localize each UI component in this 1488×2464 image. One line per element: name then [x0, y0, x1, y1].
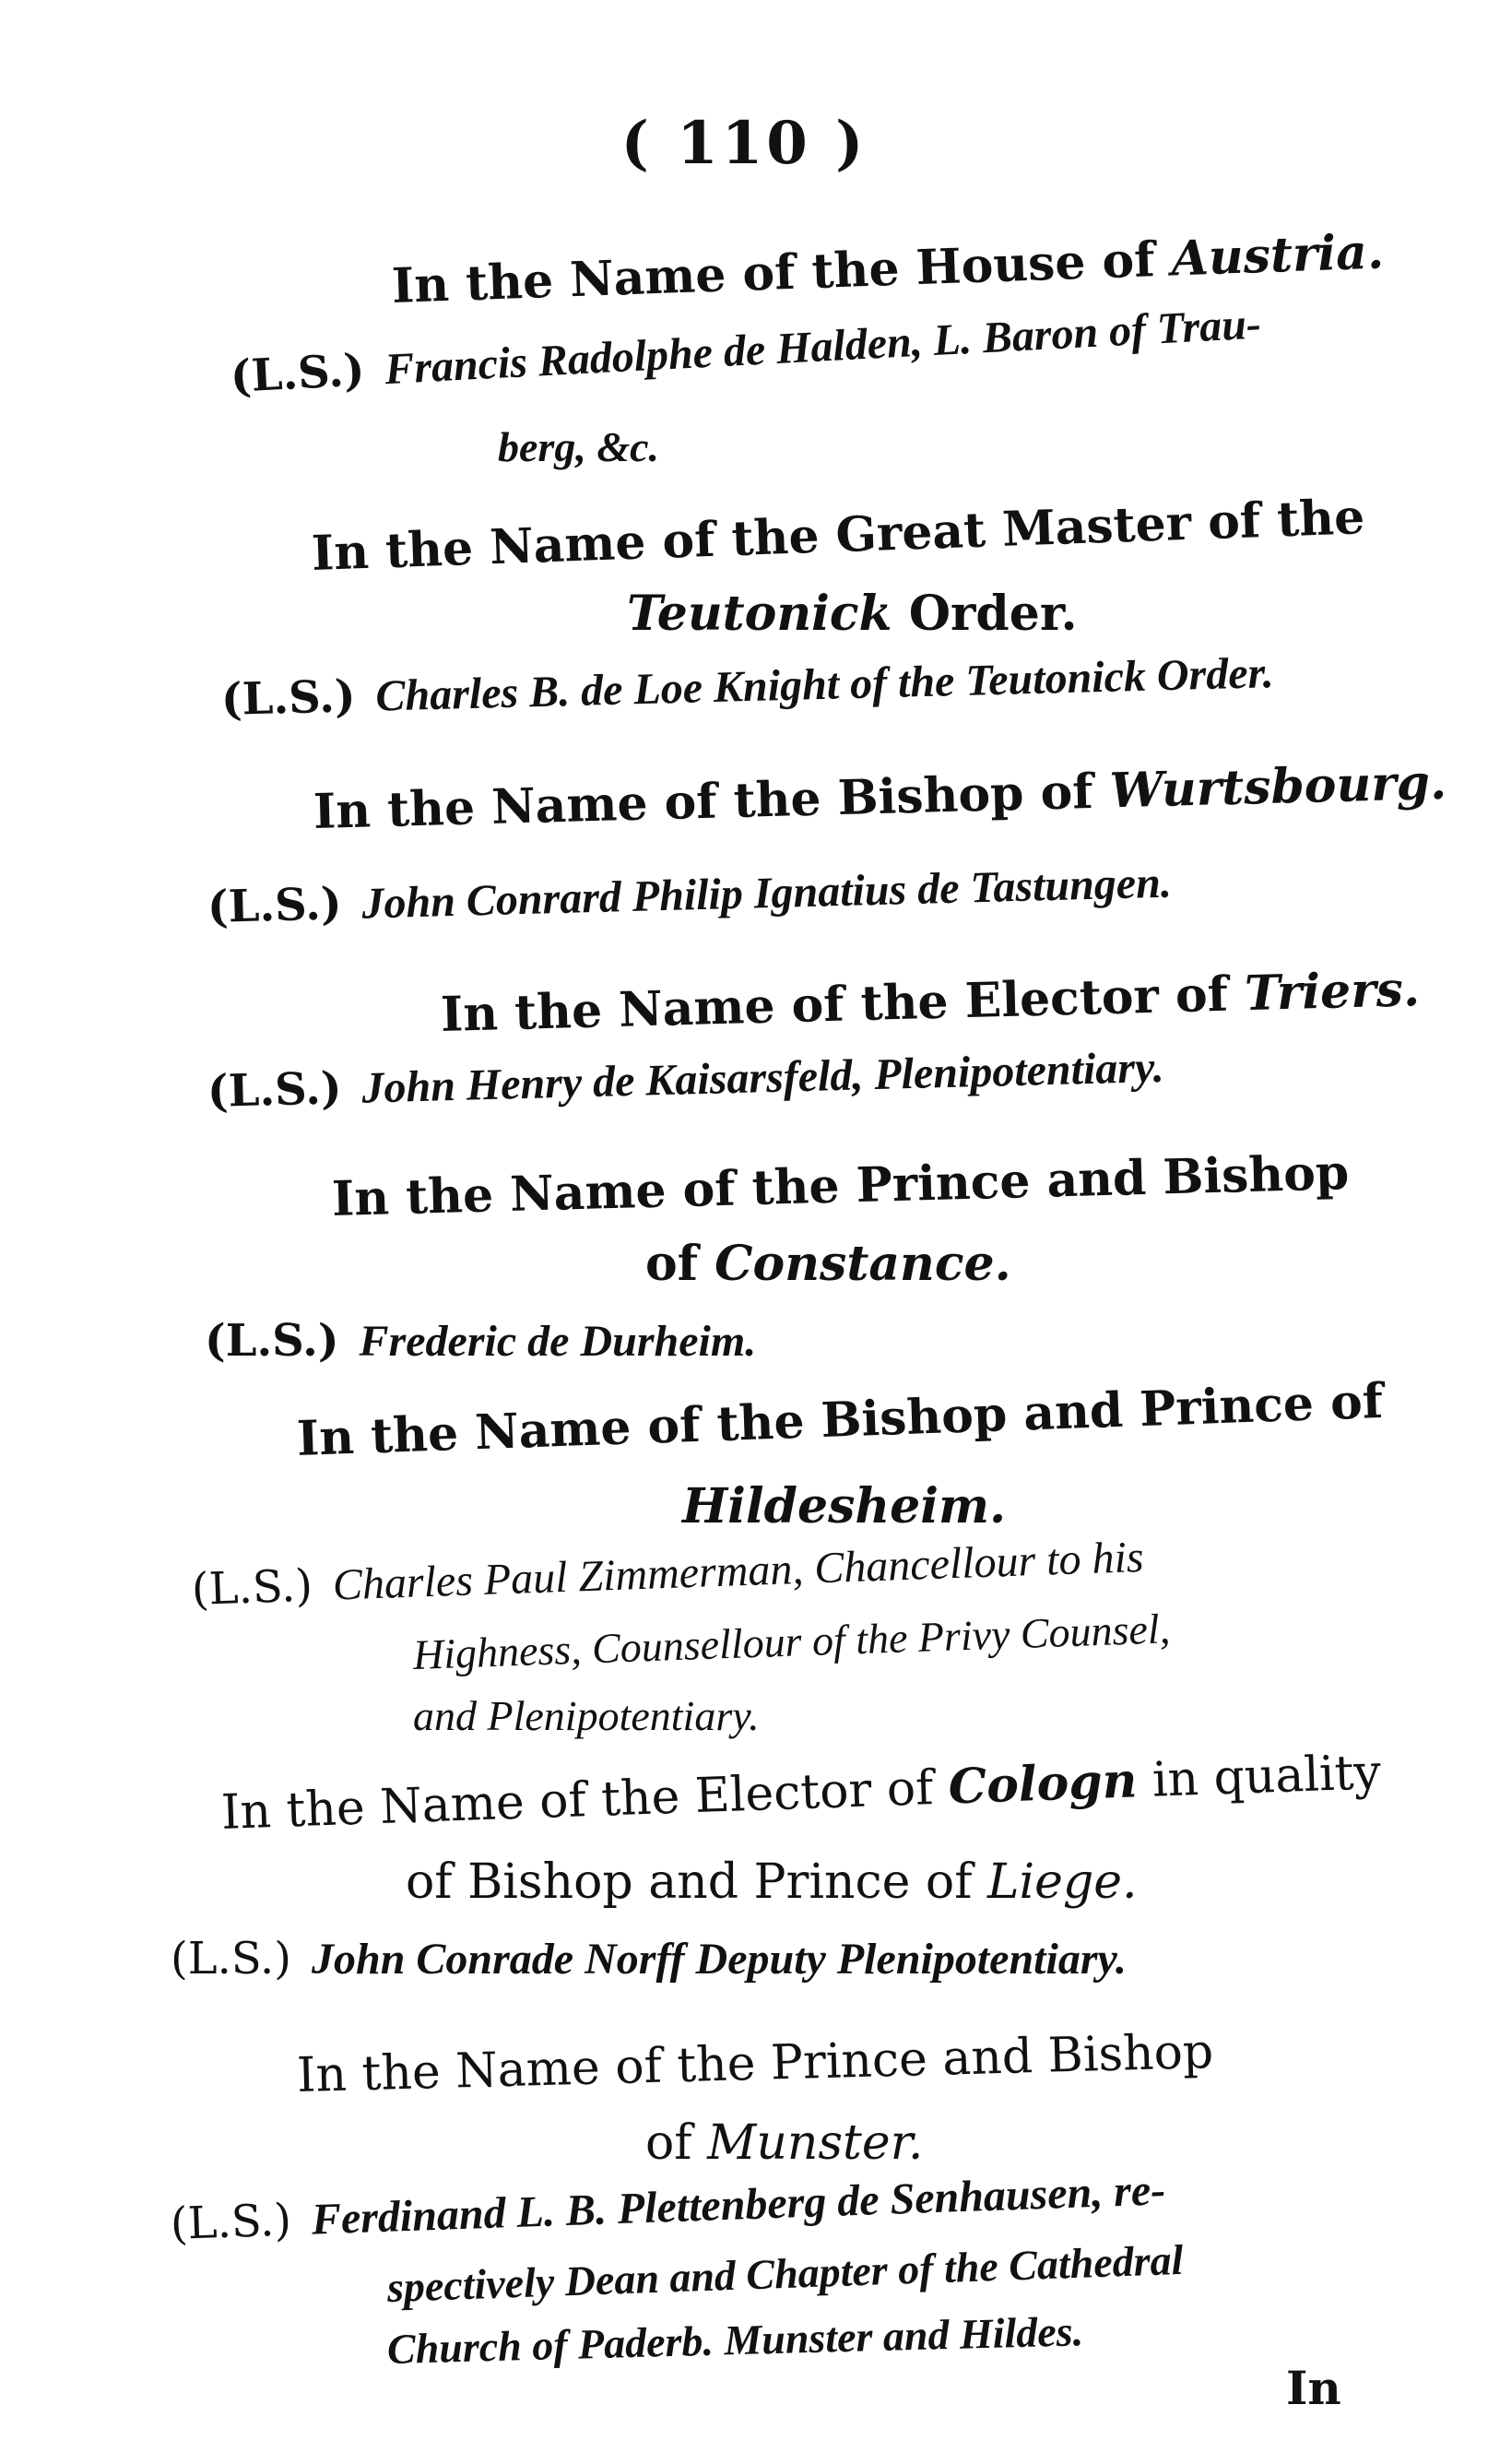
seal-mark: (L.S.)	[229, 344, 366, 403]
signer-name: Francis Radolphe de Halden, L. Baron of Trau-	[383, 299, 1263, 395]
seal-mark: (L.S.)	[220, 670, 357, 726]
signer-continuation: berg, &c.	[498, 423, 660, 470]
heading-munster	[296, 2023, 1214, 2103]
signer-continuation: Highness, Counsellour of the Privy Counsel,	[412, 1605, 1171, 1678]
heading-cologn-line2	[406, 1854, 1138, 1910]
heading-triers	[440, 961, 1421, 1043]
heading-text: of Bishop and Prince of	[406, 1854, 973, 1910]
signer-name: John Conrard Philip Ignatius de Tastungen.	[360, 858, 1173, 929]
seal-mark: (L.S.)	[170, 2194, 292, 2250]
heading-text: In the Name of the Prince and Bishop	[296, 2023, 1214, 2103]
heading-constance-line2	[645, 1236, 1011, 1292]
heading-text: In the Name of the Elector of	[440, 965, 1229, 1043]
signer-name: Charles B. de Loe Knight of the Teutonick Order.	[374, 648, 1275, 721]
heading-text-tail: in quality	[1151, 1745, 1382, 1808]
signer-name: John Henry de Kaisarsfeld, Plenipotentiary.	[360, 1042, 1165, 1113]
heading-place: Constance.	[714, 1236, 1011, 1292]
heading-text: In the Name of the Bishop of	[313, 763, 1094, 840]
heading-teutonick	[310, 489, 1366, 582]
heading-cologn	[219, 1745, 1382, 1841]
heading-place: Triers.	[1244, 961, 1421, 1023]
heading-wurtsbourg	[313, 753, 1447, 840]
heading-place: Cologn	[947, 1752, 1139, 1816]
heading-place: Munster.	[707, 2115, 924, 2171]
heading-constance	[331, 1144, 1350, 1227]
heading-munster-line2	[645, 2115, 924, 2171]
signer-name: Charles Paul Zimmerman, Chancellour to his	[331, 1532, 1145, 1610]
signature-line-cologn	[171, 1933, 1128, 1984]
signature-line-wurtsbourg	[207, 858, 1173, 933]
signature-line-triers	[207, 1042, 1165, 1118]
signer-continuation: and Plenipotentiary.	[413, 1692, 760, 1739]
heading-place: Austria.	[1170, 223, 1385, 288]
heading-place: Wurtsbourg.	[1108, 753, 1447, 820]
seal-mark: (L.S.)	[207, 1062, 343, 1118]
signer-name: Ferdinand L. B. Plettenberg de Senhausen, re-	[310, 2165, 1167, 2245]
heading-text: In the Name of the Bishop and Prince of	[295, 1372, 1385, 1467]
heading-hildesheim	[295, 1372, 1385, 1467]
seal-mark: (L.S.)	[207, 878, 343, 933]
heading-place: Teutonick	[627, 586, 892, 642]
seal-mark: (L.S.)	[191, 1559, 313, 1616]
signature-line-austria	[229, 299, 1263, 403]
heading-austria	[390, 223, 1385, 314]
heading-place: Hildesheim.	[682, 1478, 1007, 1534]
signer-continuation: Church of Paderb. Munster and Hildes.	[386, 2307, 1084, 2373]
seal-mark: (L.S.)	[205, 1315, 339, 1367]
heading-teutonick-line2	[627, 586, 1078, 642]
page-number: ( 110 )	[620, 109, 868, 178]
heading-text: In the Name of the Elector of	[219, 1760, 935, 1841]
heading-text: In the Name of the House of	[390, 231, 1156, 314]
heading-text: In the Name of the Prince and Bishop	[331, 1144, 1350, 1227]
signer-name: John Conrade Norff Deputy Plenipotentiary.	[312, 1935, 1128, 1984]
heading-text: In the Name of the Great Master of the	[310, 489, 1366, 582]
signature-line-hildesheim	[191, 1532, 1145, 1616]
heading-text: of	[645, 1236, 699, 1292]
signer-name: Frederic de Durheim.	[359, 1317, 757, 1366]
signature-line-teutonick	[220, 648, 1275, 726]
catchword: In	[1286, 2361, 1341, 2415]
signature-line-munster	[170, 2165, 1167, 2250]
heading-text: of	[645, 2115, 692, 2171]
heading-text: Order.	[908, 586, 1078, 642]
seal-mark: (L.S.)	[171, 1933, 292, 1984]
signature-line-constance	[205, 1315, 757, 1367]
heading-place: Liege.	[987, 1854, 1138, 1910]
heading-hildesheim-line2	[682, 1478, 1007, 1534]
signer-continuation: spectively Dean and Chapter of the Cathedral	[386, 2235, 1185, 2311]
